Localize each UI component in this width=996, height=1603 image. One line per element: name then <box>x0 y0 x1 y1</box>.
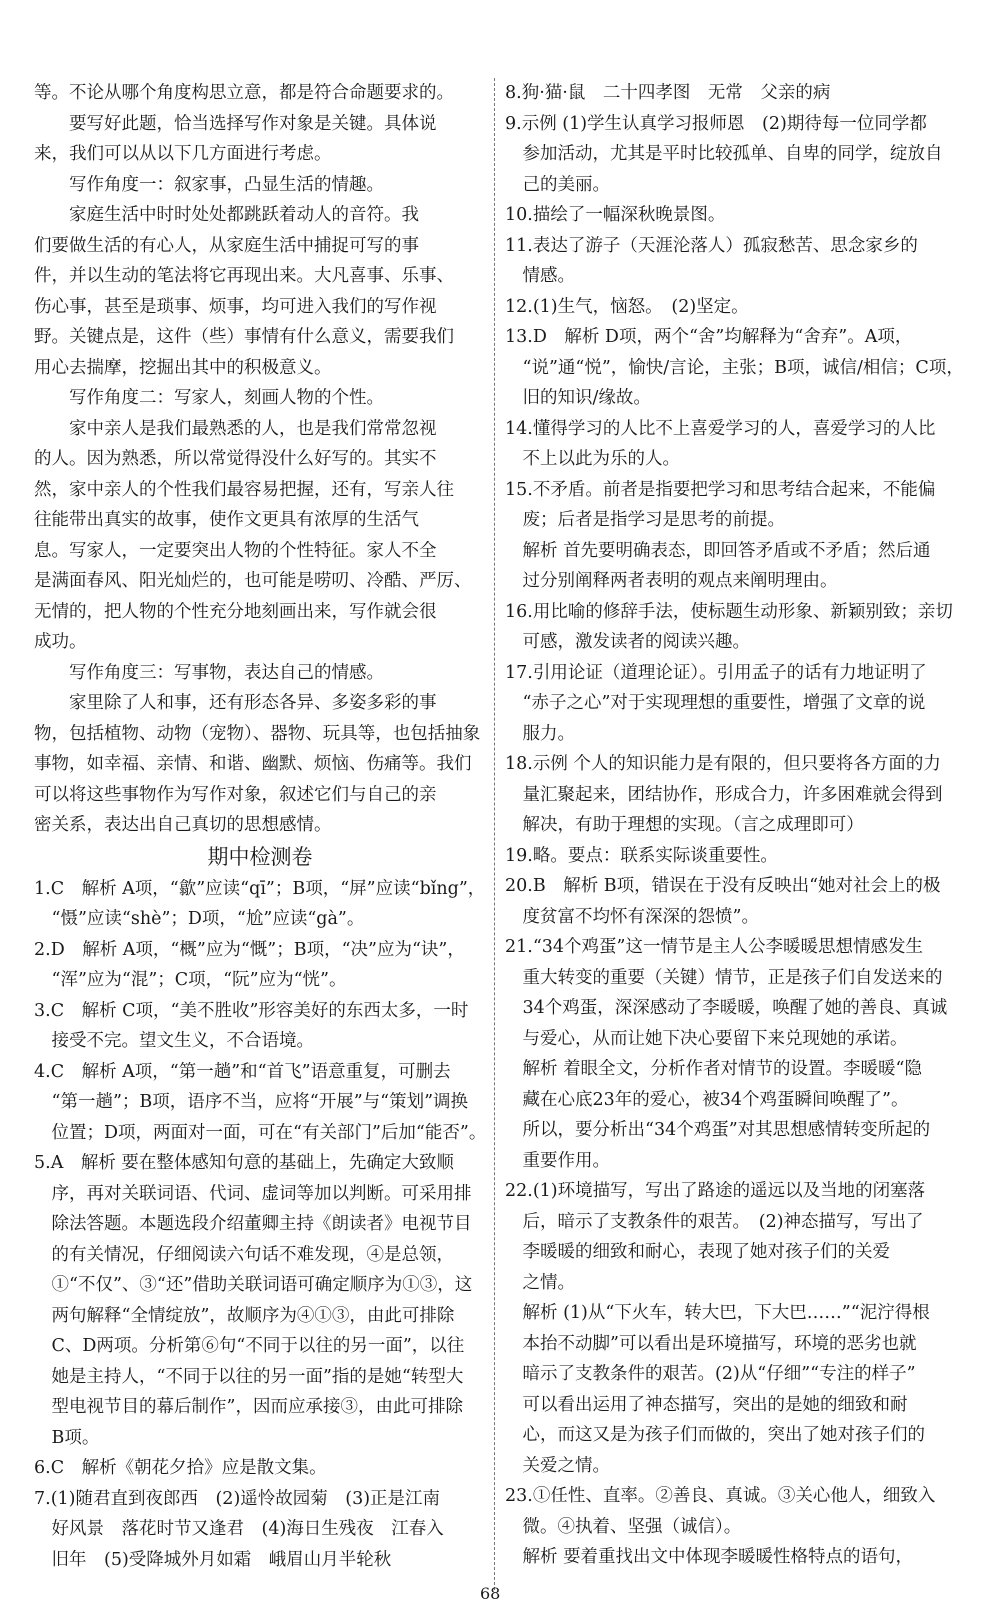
text-line: “慑”应读“shè”；D项，“尬”应读“gà”。 <box>34 909 365 929</box>
text-line: 解决，有助于理想的实现。（言之成理即可） <box>505 815 864 835</box>
text-line: C、D两项。分析第⑥句“不同于以往的另一面”，以往 <box>34 1336 465 1356</box>
text-line: B项。 <box>34 1427 100 1448</box>
text-line: 己的美丽。 <box>505 174 610 195</box>
text-line: 两句解释“全情绽放”，故顺序为④①③，由此可排除 <box>34 1305 455 1326</box>
text-line: 除法答题。本题选段介绍董卿主持《朗读者》电视节目 <box>34 1214 472 1234</box>
text-line: 写作角度一：叙家事，凸显生活的情趣。 <box>69 174 384 195</box>
text-line: 密关系，表达出自己真切的思想感情。 <box>34 815 332 835</box>
text-line: 用心去揣摩，挖掘出其中的积极意义。 <box>34 357 332 378</box>
text-line: 可以看出运用了神态描写，突出的是她的细致和耐 <box>505 1394 908 1415</box>
text-line: 可感，激发读者的阅读兴趣。 <box>505 632 750 652</box>
text-line: 参加活动，尤其是平时比较孤单、自卑的同学，绽放自 <box>505 144 943 164</box>
text-line: 成功。 <box>34 632 87 652</box>
text-line: 型电视节目的幕后制作”，因而应承接③，由此可排除 <box>34 1397 463 1417</box>
text-line: 22.(1)环境描写，写出了路途的遥远以及当地的闭塞落 <box>505 1181 926 1201</box>
text-line: 等。不论从哪个角度构思立意，都是符合命题要求的。 <box>34 83 454 103</box>
text-line: 她是主持人，“不同于以往的另一面”指的是她“转型大 <box>34 1366 464 1387</box>
left-column <box>34 78 486 1575</box>
text-line: 们要做生活的有心人，从家庭生活中捕捉可写的事 <box>34 235 419 256</box>
text-line: 的人。因为熟悉，所以常觉得没什么好写的。其实不 <box>34 449 437 469</box>
text-line: 16.用比喻的修辞手法，使标题生动形象、新颖别致；亲切 <box>505 601 953 622</box>
text-line: 之情。 <box>505 1272 575 1293</box>
text-line: 19.略。要点：联系实际谈重要性。 <box>505 845 778 866</box>
text-line: 过分别阐释两者表明的观点来阐明理由。 <box>505 571 838 591</box>
text-line: 息。写家人，一定要突出人物的个性特征。家人不全 <box>34 540 437 561</box>
text-line: 解析 (1)从“下火车，转大巴，下大巴……”“泥泞得根 <box>505 1303 930 1323</box>
text-line: 10.描绘了一幅深秋晚景图。 <box>505 205 726 225</box>
text-line: 野。关键点是，这件（些）事情有什么意义，需要我们 <box>34 327 454 347</box>
text-line: 4.C 解析 A项，“第一趟”和“首飞”语意重复，可删去 <box>34 1061 451 1082</box>
text-line: 旧的知识/缘故。 <box>505 388 651 408</box>
text-line: 17.引用论证（道理论证）。引用孟子的话有力地证明了 <box>505 662 927 683</box>
text-line: 18.示例 个人的知识能力是有限的，但只要将各方面的力 <box>505 754 941 774</box>
text-line: 13.D 解析 D项，两个“舍”均解释为“舍弃”。A项， <box>505 327 913 347</box>
text-line: 6.C 解析《朝花夕拾》应是散文集。 <box>34 1458 327 1478</box>
text-line: 然，家中亲人的个性我们最容易把握，还有，写亲人往 <box>34 479 454 500</box>
text-line: 7.(1)随君直到夜郎西 (2)遥怜故园菊 (3)正是江南 <box>34 1488 441 1509</box>
text-line: 废；后者是指学习是思考的前提。 <box>505 510 785 530</box>
text-line: 12.(1)生气，恼怒。 (2)坚定。 <box>505 296 749 317</box>
text-line: 20.B 解析 B项，错误在于没有反映出“她对社会上的极 <box>505 876 941 896</box>
text-line: 藏在心底23年的爱心，被34个鸡蛋瞬间唤醒了”。 <box>505 1089 909 1110</box>
text-line: 3.C 解析 C项，“美不胜收”形容美好的东西太多，一时 <box>34 1000 469 1021</box>
text-line: “浑”应为“混”；C项，“阮”应为“恍”。 <box>34 970 347 990</box>
text-line: 来，我们可以从以下几方面进行考虑。 <box>34 144 332 164</box>
text-line: 量汇聚起来，团结协作，形成合力，许多困难就会得到 <box>505 784 943 805</box>
text-line: ①“不仅”、③“还”借助关联词语可确定顺序为①③，这 <box>34 1275 473 1295</box>
text-line: 接受不完。望文生义，不合语境。 <box>34 1031 314 1051</box>
text-line: 重要作用。 <box>505 1150 610 1171</box>
text-line: 关爱之情。 <box>505 1455 610 1476</box>
text-line: 23.①任性、直率。②善良、真诚。③关心他人，细致入 <box>505 1486 936 1506</box>
text-line: 所以，要分析出“34个鸡蛋”对其思想感情转变所起的 <box>505 1120 931 1140</box>
text-line: 情感。 <box>505 266 575 286</box>
text-line: 1.C 解析 A项，“歙”应读“qī”；B项，“屏”应读“bǐng”， <box>34 878 486 899</box>
text-line: 家里除了人和事，还有形态各异、多姿多彩的事 <box>69 693 437 713</box>
text-line: 伤心事，甚至是琐事、烦事，均可进入我们的写作视 <box>34 296 437 317</box>
text-line: 解析 首先要明确表态，即回答矛盾或不矛盾；然后通 <box>505 540 931 561</box>
text-line: 34个鸡蛋，深深感动了李暖暖，唤醒了她的善良、真诚 <box>505 998 948 1018</box>
text-line: 11.表达了游子（天涯沦落人）孤寂愁苦、思念家乡的 <box>505 235 918 256</box>
text-line: 位置；D项，两面对一面，可在“有关部门”后加“能否”。 <box>34 1122 486 1143</box>
text-line: 后，暗示了支教条件的艰苦。 (2)神态描写，写出了 <box>505 1211 924 1232</box>
text-line: 15.不矛盾。前者是指要把学习和思考结合起来，不能偏 <box>505 479 936 500</box>
text-line: 14.懂得学习的人比不上喜爱学习的人，喜爱学习的人比 <box>505 418 936 439</box>
text-line: 要写好此题，恰当选择写作对象是关键。具体说 <box>69 113 437 134</box>
text-line: 写作角度三：写事物，表达自己的情感。 <box>69 662 384 683</box>
text-line: 心，而这又是为孩子们而做的，突出了她对孩子们的 <box>505 1425 925 1445</box>
text-line: 5.A 解析 要在整体感知句意的基础上，先确定大致顺 <box>34 1153 454 1173</box>
text-line: 服力。 <box>505 723 575 744</box>
text-line: 家中亲人是我们最熟悉的人，也是我们常常忽视 <box>69 418 437 439</box>
text-line: 2.D 解析 A项，“概”应为“慨”；B项，“决”应为“诀”， <box>34 939 465 960</box>
section-title: 期中检测卷 <box>207 844 313 869</box>
text-line: 微。④执着、坚强（诚信）。 <box>505 1516 742 1537</box>
right-column <box>505 78 965 1573</box>
text-line: 本抬不动脚”可以看出是环境描写，环境的恶劣也就 <box>505 1333 917 1354</box>
text-line: 无情的，把人物的个性充分地刻画出来，写作就会很 <box>34 601 437 622</box>
text-line: 9.示例 (1)学生认真学习报师恩 (2)期待每一位同学都 <box>505 113 927 134</box>
text-line: 好风景 落花时节又逢君 (4)海日生残夜 江春入 <box>34 1519 444 1539</box>
text-line: 的有关情况，仔细阅读六句话不难发现，④是总领， <box>34 1244 454 1265</box>
text-line: 度贫富不均怀有深深的怨愤”。 <box>505 906 759 927</box>
text-line: 往能带出真实的故事，使作文更具有浓厚的生活气 <box>34 510 419 530</box>
text-line: “说”通“悦”，愉快/言论，主张；B项，诚信/相信；C项， <box>505 357 964 378</box>
text-line: “赤子之心”对于实现理想的重要性，增强了文章的说 <box>505 693 926 713</box>
text-line: 旧年 (5)受降城外月如霜 峨眉山月半轮秋 <box>34 1549 392 1570</box>
text-line: 重大转变的重要（关键）情节，正是孩子们自发送来的 <box>505 967 943 988</box>
column-divider <box>494 78 495 1590</box>
text-line: “第一趟”；B项，语序不当，应将“开展”与“策划”调换 <box>34 1092 469 1112</box>
text-line: 件，并以生动的笔法将它再现出来。大凡喜事、乐事、 <box>34 266 454 286</box>
text-line: 解析 着眼全文，分析作者对情节的设置。李暖暖“隐 <box>505 1059 923 1079</box>
text-line: 家庭生活中时时处处都跳跃着动人的音符。我 <box>69 205 419 225</box>
text-line: 是满面春风、阳光灿烂的，也可能是唠叨、冷酷、严厉、 <box>34 571 472 591</box>
text-line: 序，再对关联词语、代词、虚词等加以判断。可采用排 <box>34 1183 472 1204</box>
text-line: 李暖暖的细致和耐心，表现了她对孩子们的关爱 <box>505 1242 890 1262</box>
page-number: 68 <box>480 1584 501 1603</box>
text-line: 解析 要着重找出文中体现李暖暖性格特点的语句， <box>505 1547 914 1567</box>
text-line: 事物，如幸福、亲情、和谐、幽默、烦恼、伤痛等。我们 <box>34 754 472 774</box>
text-line: 8.狗·猫·鼠 二十四孝图 无常 父亲的病 <box>505 83 831 103</box>
text-line: 可以将这些事物作为写作对象，叙述它们与自己的亲 <box>34 784 437 805</box>
text-line: 物，包括植物、动物（宠物）、器物、玩具等，也包括抽象 <box>34 723 481 744</box>
text-line: 暗示了支教条件的艰苦。(2)从“仔细”“专注的样子” <box>505 1364 916 1384</box>
text-line: 21.“34个鸡蛋”这一情节是主人公李暖暖思想情感发生 <box>505 937 923 957</box>
text-line: 与爱心，从而让她下决心要留下来兑现她的承诺。 <box>505 1028 908 1049</box>
text-line: 写作角度二：写家人，刻画人物的个性。 <box>69 388 384 408</box>
text-line: 不上以此为乐的人。 <box>505 449 680 469</box>
